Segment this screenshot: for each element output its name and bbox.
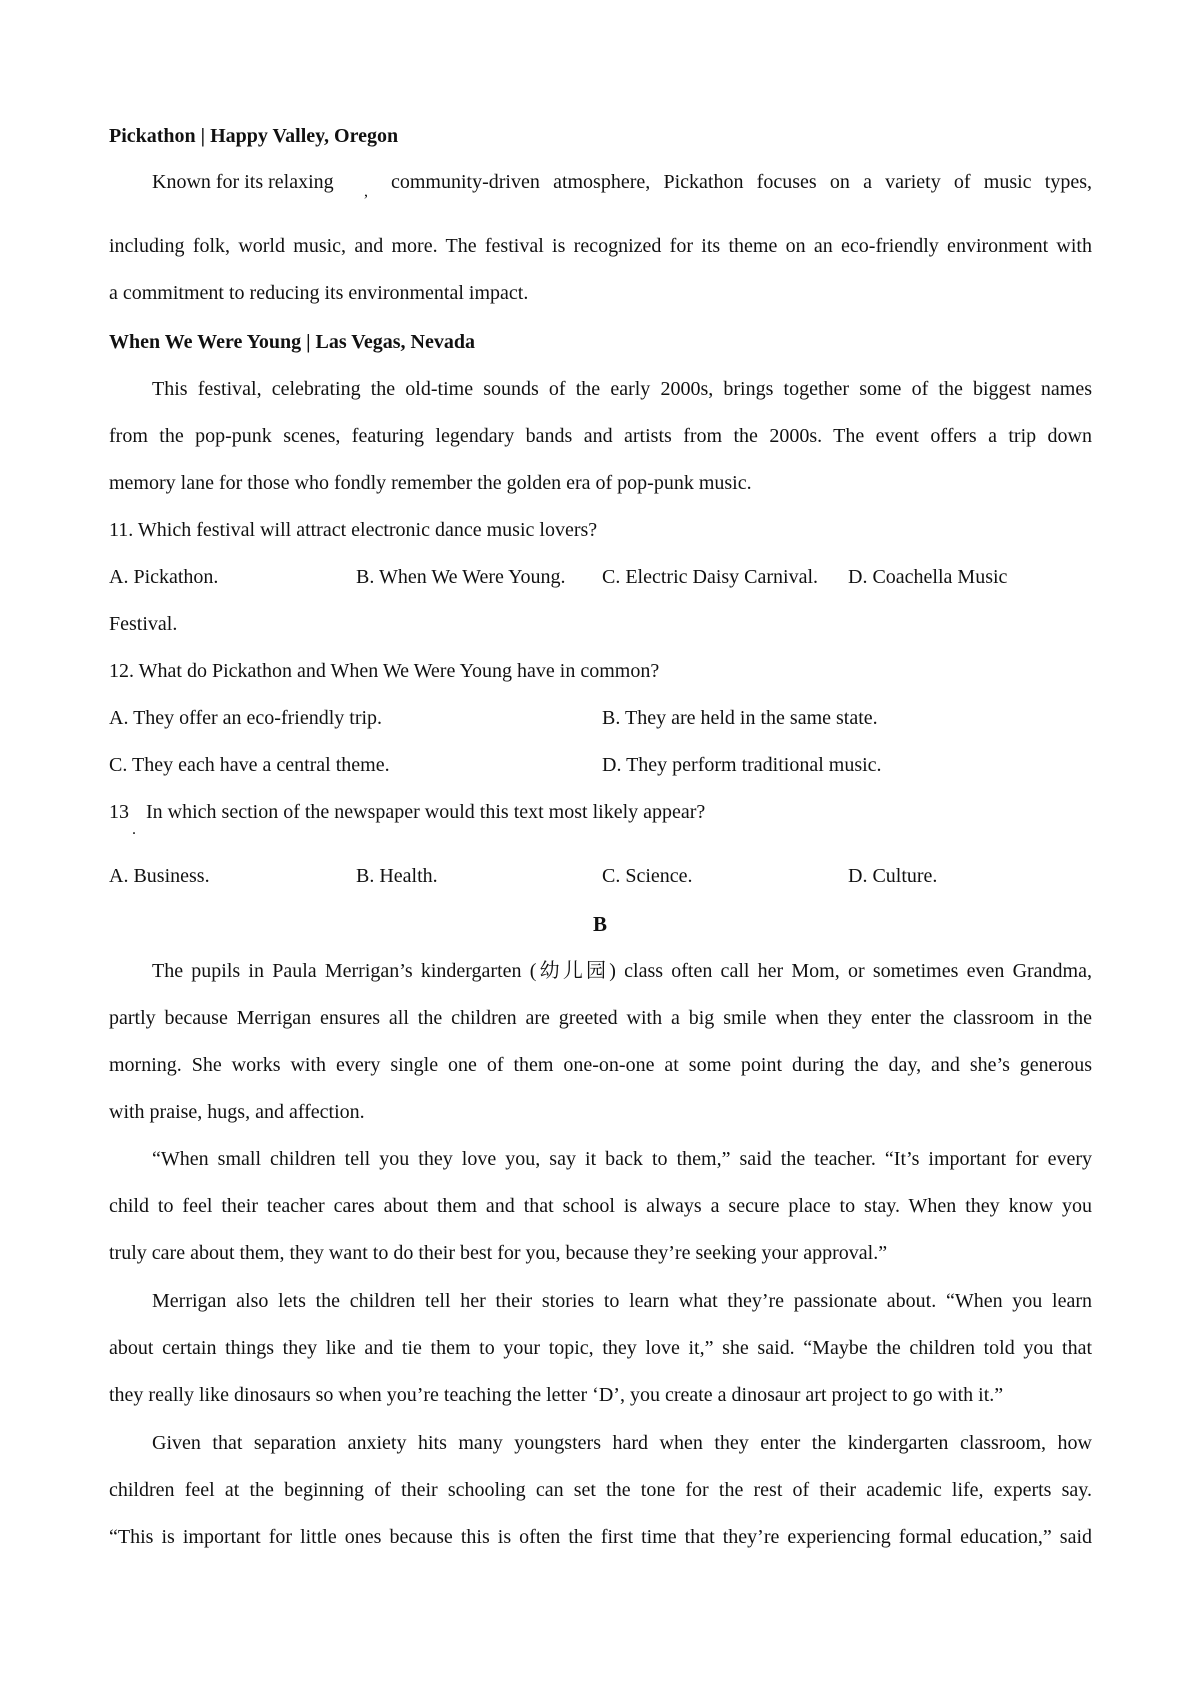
- q13-stray-dot: .: [132, 821, 136, 838]
- passage-b-line: Merrigan also lets the children tell her their stories to learn what they’re passionate about. “When you learn: [152, 1290, 1092, 1312]
- passage-b-line: “When small children tell you they love you, say it back to them,” said the teacher. “It’s important for every: [152, 1148, 1092, 1170]
- q11-stem: 11. Which festival will attract electronic dance music lovers?: [109, 519, 598, 541]
- q12-option-c: C. They each have a central theme.: [109, 754, 390, 776]
- q11-option-b: B. When We Were Young.: [356, 566, 566, 588]
- wwwy-heading: When We Were Young | Las Vegas, Nevada: [109, 331, 475, 353]
- passage-b-line: partly because Merrigan ensures all the children are greeted with a big smile when they enter the classroom in the: [109, 1007, 1092, 1029]
- wwwy-line-3: memory lane for those who fondly remember the golden era of pop-punk music.: [109, 472, 752, 494]
- q11-option-d-continued: Festival.: [109, 613, 178, 635]
- q13-option-d: D. Culture.: [848, 865, 938, 887]
- q13-option-c: C. Science.: [602, 865, 693, 887]
- pickathon-heading: Pickathon | Happy Valley, Oregon: [109, 125, 399, 147]
- pickathon-line-1-start: Known for its relaxing: [152, 171, 334, 193]
- q12-stem: 12. What do Pickathon and When We Were Young have in common?: [109, 660, 660, 682]
- wwwy-line-1: This festival, celebrating the old-time sounds of the early 2000s, brings together some of the biggest names: [152, 378, 1092, 400]
- q13-option-b: B. Health.: [356, 865, 438, 887]
- q13-number: 13: [109, 801, 129, 823]
- pickathon-line-2: including folk, world music, and more. The festival is recognized for its theme on an eco-friendly environment with: [109, 235, 1092, 257]
- section-b-label: B: [592, 912, 607, 936]
- passage-b-line: Given that separation anxiety hits many youngsters hard when they enter the kindergarten classroom, how: [152, 1432, 1092, 1454]
- passage-b-line: with praise, hugs, and affection.: [109, 1101, 365, 1123]
- passage-b-line: truly care about them, they want to do their best for you, because they’re seeking your approval.”: [109, 1242, 888, 1264]
- q11-option-d: D. Coachella Music: [848, 566, 1008, 588]
- passage-b-line: about certain things they like and tie them to your topic, they love it,” she said. “Maybe the children told you that: [109, 1337, 1092, 1359]
- pickathon-line-3: a commitment to reducing its environmental impact.: [109, 282, 529, 304]
- passage-b-line: they really like dinosaurs so when you’re teaching the letter ‘D’, you create a dinosaur art project to go with it.”: [109, 1384, 1004, 1406]
- passage-b-line: children feel at the beginning of their schooling can set the tone for the rest of their academic life, experts say.: [109, 1479, 1092, 1501]
- q11-option-c: C. Electric Daisy Carnival.: [602, 566, 819, 588]
- q12-option-d: D. They perform traditional music.: [602, 754, 882, 776]
- passage-b-line: morning. She works with every single one of them one-on-one at some point during the day, and she’s generous: [109, 1054, 1092, 1076]
- q13-option-a: A. Business.: [109, 865, 210, 887]
- pickathon-line-1: [152, 168, 1092, 200]
- stray-comma: ,: [364, 183, 368, 200]
- q13-stem: In which section of the newspaper would this text most likely appear?: [146, 801, 706, 823]
- q12-option-a: A. They offer an eco-friendly trip.: [109, 707, 383, 729]
- pickathon-line-1-end-text: community-driven atmosphere, Pickathon focuses on a variety of music types,: [391, 171, 1092, 193]
- pickathon-line-1-end: [391, 168, 1092, 196]
- q12-option-b: B. They are held in the same state.: [602, 707, 878, 729]
- q11-option-a: A. Pickathon.: [109, 566, 219, 588]
- passage-b-line: child to feel their teacher cares about them and that school is always a secure place to stay. When they know you: [109, 1195, 1092, 1217]
- wwwy-line-2: from the pop-punk scenes, featuring legendary bands and artists from the 2000s. The event offers a trip down: [109, 425, 1092, 447]
- passage-b-line: The pupils in Paula Merrigan’s kindergarten (幼儿园) class often call her Mom, or sometimes even Grandma,: [152, 960, 1092, 982]
- passage-b-line: “This is important for little ones because this is often the first time that they’re experiencing formal education,” said: [109, 1526, 1092, 1548]
